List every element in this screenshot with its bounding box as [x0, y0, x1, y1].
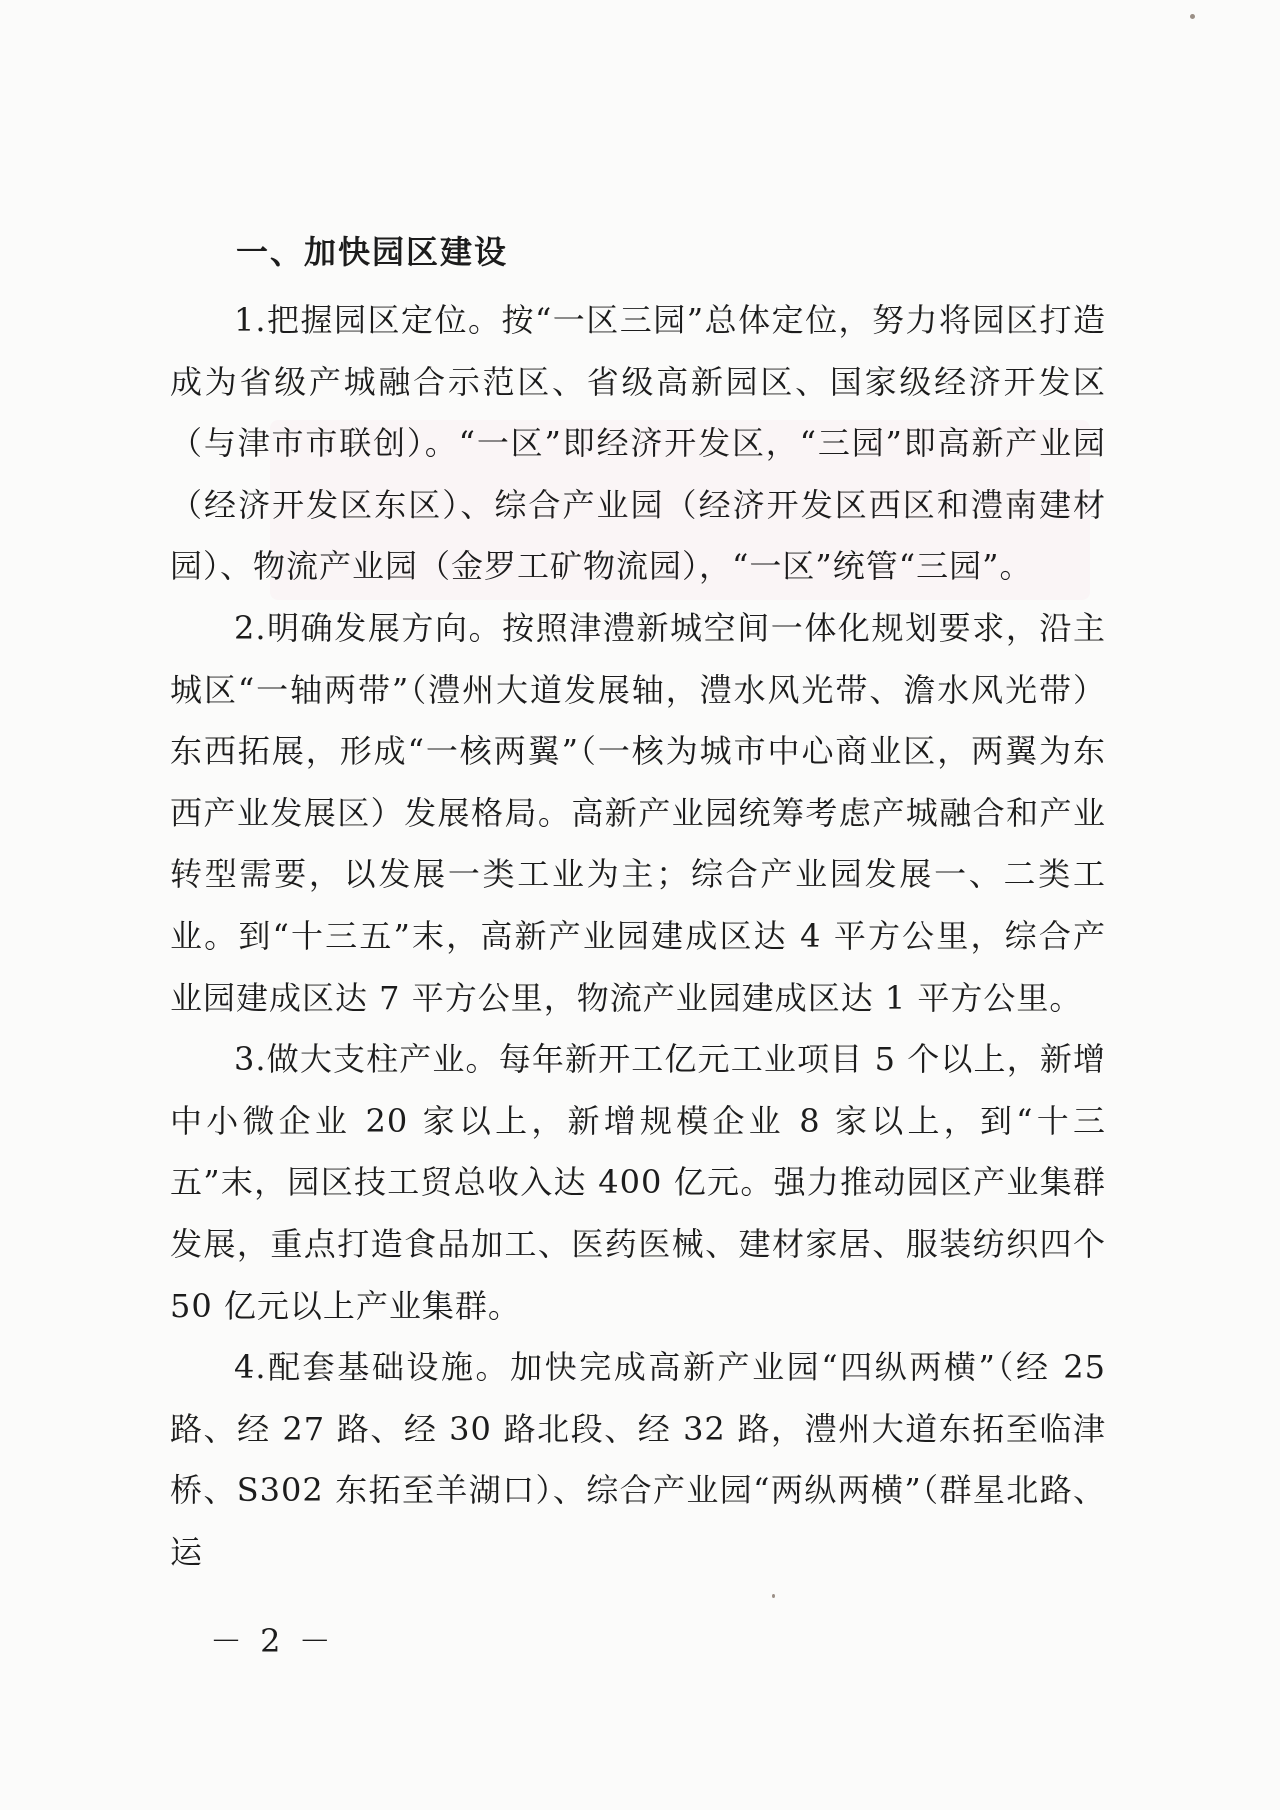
body-text: [170, 290, 1106, 1583]
paragraph-1-lead: 1.把握园区定位。: [234, 301, 502, 339]
page-number: － 2 －: [210, 1622, 335, 1660]
paragraph-4-text: 加快完成高新产业园“四纵两横”（经 25 路、经 27 路、经 30 路北段、经 32 路，澧州大道东拓至临津桥、S302 东拓至羊湖口）、综合产业园“两纵两横”（群星北路、运: [170, 1348, 1106, 1571]
paragraph-1: [170, 290, 1106, 598]
paragraph-4: [170, 1337, 1106, 1583]
section-heading: 一、加快园区建设: [236, 233, 509, 271]
paragraph-2-text: 按照津澧新城空间一体化规划要求，沿主城区“一轴两带”（澧州大道发展轴，澧水风光带、澹水风光带）东西拓展，形成“一核两翼”（一核为城市中心商业区，两翼为东西产业发展区）发展格局。高新产业园统筹考虑产城融合和产业转型需要，以发展一类工业为主；综合产业园发展一、二类工业。到“十三五”末，高新产业园建成区达 4 平方公里，综合产业园建成区达 7 平方公里，物流产业园建成区达 1 平方公里。: [170, 608, 1106, 1017]
paragraph-3: [170, 1029, 1106, 1337]
scan-speck: [772, 1594, 775, 1598]
paragraph-2-lead: 2.明确发展方向。: [234, 608, 503, 647]
paragraph-3-lead: 3.做大支柱产业。: [234, 1040, 499, 1079]
paragraph-4-lead: 4.配套基础设施。: [234, 1348, 511, 1387]
paragraph-3-text: 每年新开工亿元工业项目 5 个以上，新增中小微企业 20 家以上，新增规模企业 8 家以上，到“十三五”末，园区技工贸总收入达 400 亿元。强力推动园区产业集群发展，重点打造食品加工、医药医械、建材家居、服装纺织四个 50 亿元以上产业集群。: [170, 1040, 1106, 1325]
paragraph-1-text: 按“一区三园”总体定位，努力将园区打造成为省级产城融合示范区、省级高新园区、国家级经济开发区（与津市市联创）。“一区”即经济开发区，“三园”即高新产业园（经济开发区东区）、综合产业园（经济开发区西区和澧南建材园）、物流产业园（金罗工矿物流园），“一区”统管“三园”。: [170, 301, 1106, 586]
paragraph-2: [170, 598, 1106, 1029]
scan-speck: [1190, 14, 1195, 19]
